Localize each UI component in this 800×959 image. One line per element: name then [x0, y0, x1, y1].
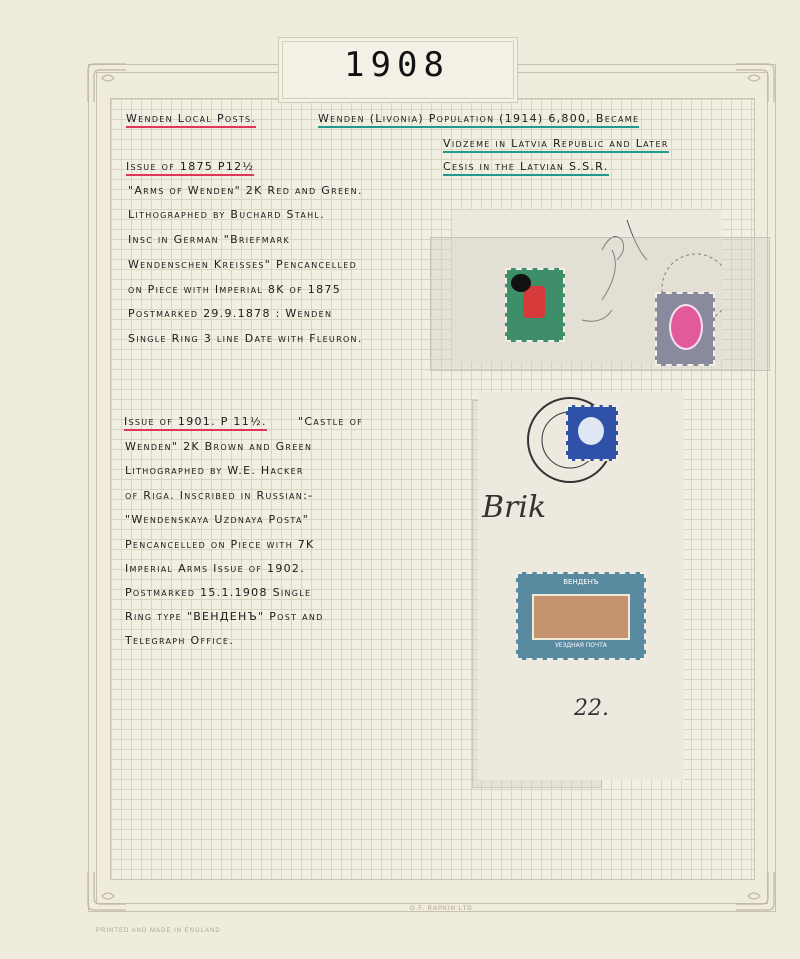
header-cesis: Cesis in the Latvian S.S.R. [443, 160, 609, 176]
pen-cancel-blot [511, 274, 531, 292]
issue-1875-line-1: "Arms of Wenden" 2K Red and Green. [128, 184, 363, 197]
stamp-wenden-arms-2k [505, 268, 565, 342]
stamp-bottom-inscription: УЕЗДНАЯ ПОЧТА [555, 642, 607, 649]
issue-1901-heading-rest: "Castle of [298, 415, 364, 428]
stamp-castle-vignette [532, 594, 630, 640]
issue-1875-line-5: on Piece with Imperial 8K of 1875 [128, 283, 341, 296]
issue-1875-heading: Issue of 1875 P12½ [126, 160, 254, 176]
stamp-top-inscription: ВЕНДЕНЪ [563, 578, 599, 586]
stamp-castle-of-wenden-2k [516, 572, 646, 660]
issue-1901-line-4: "Wendenskaya Uzdnaya Posta" [125, 513, 310, 526]
issue-1901-line-6: Imperial Arms Issue of 1902. [125, 562, 306, 575]
stamp-eagle-center [578, 417, 604, 445]
issue-1901-line-2: Lithographed by W.E. Hacker [125, 464, 304, 477]
pencil-number: 22. [574, 696, 609, 721]
issue-1875-line-7: Single Ring 3 line Date with Fleuron. [128, 332, 363, 345]
stamp-imperial-8k [655, 292, 715, 366]
pencil-word: Brik [482, 490, 547, 525]
issue-1875-line-6: Postmarked 29.9.1878 : Wenden [128, 307, 333, 320]
issue-1901-line-7: Postmarked 15.1.1908 Single [125, 586, 312, 599]
footer-maker: G.F. RAPKIN LTD [410, 906, 473, 912]
issue-1901-line-9: Telegraph Office. [125, 634, 234, 647]
stamp-imperial-7k [566, 405, 618, 461]
issue-1901-heading: Issue of 1901. P 11½. [124, 415, 267, 431]
issue-1901-line-5: Pencancelled on Piece with 7K [125, 538, 315, 551]
issue-1875-line-2: Lithographed by Buchard Stahl. [128, 208, 325, 221]
header-vidzeme: Vidzeme in Latvia Republic and Later [443, 137, 669, 153]
issue-1901-line-1: Wenden" 2K Brown and Green [125, 440, 313, 453]
issue-1875-line-4: Wendenschen Kreisses" Pencancelled [128, 258, 358, 271]
header-wenden-local-posts: Wenden Local Posts. [126, 112, 256, 128]
issue-1901-line-3: of Riga. Inscribed in Russian:- [125, 489, 314, 502]
issue-1901-line-8: Ring type "ВЕНДЕНЪ" Post and [125, 610, 324, 623]
issue-1875-line-3: Insc in German "Briefmark [128, 233, 291, 246]
footer-printed: PRINTED AND MADE IN ENGLAND [96, 928, 221, 934]
stamp-red-center [523, 286, 545, 318]
header-population: Wenden (Livonia) Population (1914) 6,800, Became [318, 112, 639, 128]
stamp-mount-1875 [430, 237, 770, 371]
stamp-oval-center [669, 304, 703, 350]
page-title: 1908 [344, 45, 450, 85]
